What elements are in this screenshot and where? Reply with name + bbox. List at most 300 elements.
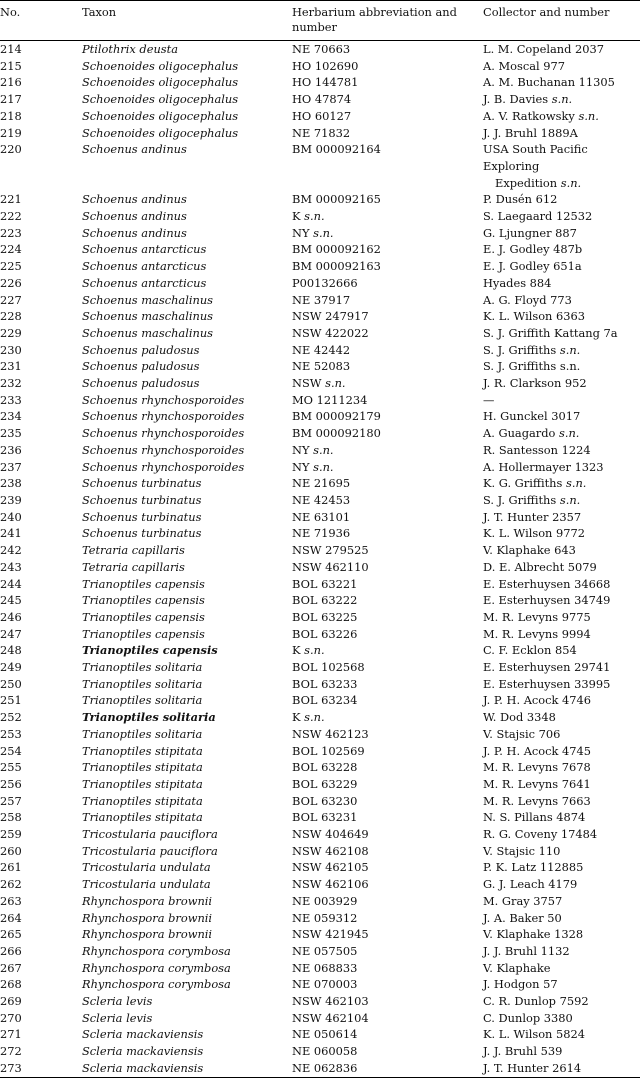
taxon-name: Trianoptiles solitaria <box>82 710 216 725</box>
herbarium-number: NE 068833 <box>292 960 358 975</box>
collector-name: M. R. Levyns 9994 <box>483 626 591 641</box>
cell-collector <box>483 1043 640 1060</box>
table-row <box>0 1043 640 1060</box>
table-row <box>0 58 640 75</box>
header-row <box>0 1 640 41</box>
herbarium-number: BOL 63221 <box>292 576 358 591</box>
cell-collector <box>483 876 640 893</box>
cell-taxon <box>82 910 292 927</box>
herbarium-number: K <box>292 710 305 725</box>
cell-herbarium <box>292 425 483 442</box>
cell-collector <box>483 108 640 125</box>
cell-collector <box>483 208 640 225</box>
collector-sn: s.n. <box>566 476 587 491</box>
table-row <box>0 1060 640 1077</box>
cell-collector <box>483 358 640 375</box>
collector-name: J. Hodgon 57 <box>483 977 558 992</box>
cell-no: 224 <box>0 242 22 257</box>
cell-collector <box>483 392 640 409</box>
taxon-name: Schoenus turbinatus <box>82 526 202 541</box>
table-row <box>0 308 640 325</box>
cell-herbarium <box>292 576 483 593</box>
cell-herbarium <box>292 926 483 943</box>
cell-taxon <box>82 592 292 609</box>
table-row <box>0 926 640 943</box>
collector-name: S. J. Griffith Kattang 7a <box>483 325 618 340</box>
cell-herbarium <box>292 592 483 609</box>
cell-taxon <box>82 960 292 977</box>
cell-collector <box>483 793 640 810</box>
collector-name: S. J. Griffiths s.n. <box>483 359 581 374</box>
cell-herbarium <box>292 342 483 359</box>
table-row <box>0 876 640 893</box>
herbarium-number: BOL 102569 <box>292 743 365 758</box>
taxon-name: Schoenus paludosus <box>82 342 200 357</box>
cell-herbarium <box>292 125 483 142</box>
taxon-name: Rhynchospora corymbosa <box>82 943 231 958</box>
table-row <box>0 726 640 743</box>
cell-herbarium <box>292 843 483 860</box>
taxon-name: Trianoptiles stipitata <box>82 743 203 758</box>
cell-collector <box>483 459 640 476</box>
cell-taxon <box>82 676 292 693</box>
herbarium-sn: s.n. <box>313 442 334 457</box>
herbarium-number: NE 52083 <box>292 359 351 374</box>
herbarium-number: K <box>292 209 305 224</box>
cell-taxon <box>82 241 292 258</box>
herbarium-number: BOL 63228 <box>292 760 358 775</box>
cell-collector <box>483 325 640 342</box>
table-row <box>0 375 640 392</box>
herbarium-number: BM 000092162 <box>292 242 381 257</box>
cell-collector <box>483 292 640 309</box>
herbarium-number: NE 070003 <box>292 977 358 992</box>
cell-herbarium <box>292 325 483 342</box>
cell-taxon <box>82 408 292 425</box>
cell-taxon <box>82 943 292 960</box>
table-row <box>0 893 640 910</box>
cell-taxon <box>82 726 292 743</box>
taxon-name: Schoenus rhynchosporoides <box>82 459 245 474</box>
herbarium-number: NSW 462106 <box>292 877 369 892</box>
cell-no: 272 <box>0 1044 22 1059</box>
cell-no: 263 <box>0 893 22 908</box>
cell-no: 243 <box>0 559 22 574</box>
collector-name: E. J. Godley 487b <box>483 242 583 257</box>
cell-collector <box>483 408 640 425</box>
table-row <box>0 592 640 609</box>
taxon-name: Scleria mackaviensis <box>82 1044 204 1059</box>
cell-no: 271 <box>0 1027 22 1042</box>
cell-taxon <box>82 141 292 191</box>
collector-name: C. Dunlop 3380 <box>483 1010 573 1025</box>
taxon-name: Schoenus antarcticus <box>82 275 207 290</box>
table-row <box>0 442 640 459</box>
cell-collector <box>483 893 640 910</box>
cell-herbarium <box>292 692 483 709</box>
cell-collector <box>483 91 640 108</box>
cell-taxon <box>82 58 292 75</box>
cell-collector <box>483 559 640 576</box>
taxon-name: Trianoptiles stipitata <box>82 793 203 808</box>
table-row <box>0 743 640 760</box>
taxon-name: Schoenus rhynchosporoides <box>82 392 245 407</box>
cell-no: 256 <box>0 776 22 791</box>
cell-taxon <box>82 926 292 943</box>
cell-no: 238 <box>0 476 22 491</box>
cell-no: 229 <box>0 325 22 340</box>
cell-collector <box>483 375 640 392</box>
cell-herbarium <box>292 542 483 559</box>
taxon-name: Scleria levis <box>82 994 153 1009</box>
collector-name: A. M. Buchanan 11305 <box>483 75 615 90</box>
collector-sn: s.n. <box>578 108 599 123</box>
collector-name: H. Gunckel 3017 <box>483 409 581 424</box>
herbarium-number: NY <box>292 459 314 474</box>
cell-no: 258 <box>0 810 22 825</box>
collector-name: K. G. Griffiths <box>483 476 566 491</box>
cell-taxon <box>82 609 292 626</box>
taxon-name: Schoenoides oligocephalus <box>82 75 239 90</box>
herbarium-number: NE 060058 <box>292 1044 358 1059</box>
table-body <box>0 41 640 1078</box>
cell-herbarium <box>292 993 483 1010</box>
cell-no: 244 <box>0 576 22 591</box>
taxon-name: Tetraria capillaris <box>82 559 185 574</box>
cell-no: 255 <box>0 760 22 775</box>
herbarium-number: NE 057505 <box>292 943 358 958</box>
cell-herbarium <box>292 292 483 309</box>
cell-taxon <box>82 525 292 542</box>
cell-taxon <box>82 843 292 860</box>
cell-collector <box>483 1010 640 1027</box>
table-row <box>0 292 640 309</box>
collector-name: J. T. Hunter 2614 <box>483 1060 582 1075</box>
cell-taxon <box>82 292 292 309</box>
taxon-name: Trianoptiles solitaria <box>82 693 203 708</box>
taxon-name: Schoenus andinus <box>82 225 187 240</box>
cell-no: 247 <box>0 626 22 641</box>
cell-collector <box>483 525 640 542</box>
cell-taxon <box>82 1043 292 1060</box>
cell-herbarium <box>292 876 483 893</box>
cell-collector <box>483 960 640 977</box>
cell-collector <box>483 809 640 826</box>
cell-herbarium <box>292 709 483 726</box>
cell-no: 216 <box>0 75 22 90</box>
cell-collector <box>483 826 640 843</box>
taxon-name: Schoenus rhynchosporoides <box>82 442 245 457</box>
collector-name: A. Moscal 977 <box>483 58 566 73</box>
cell-taxon <box>82 125 292 142</box>
herbarium-number: NSW 279525 <box>292 543 369 558</box>
table-row <box>0 626 640 643</box>
taxon-name: Rhynchospora corymbosa <box>82 977 231 992</box>
collector-name: A. Hollermayer 1323 <box>483 459 604 474</box>
cell-taxon <box>82 1060 292 1077</box>
collector-name: N. S. Pillans 4874 <box>483 810 586 825</box>
cell-taxon <box>82 1026 292 1043</box>
herbarium-number: NE 63101 <box>292 509 351 524</box>
taxon-name: Trianoptiles capensis <box>82 576 205 591</box>
cell-herbarium <box>292 141 483 191</box>
herbarium-number: BM 000092165 <box>292 192 381 207</box>
header-herbarium: Herbarium abbreviation and number <box>292 1 483 41</box>
collector-name: J. P. H. Acock 4745 <box>483 743 592 758</box>
table-row <box>0 692 640 709</box>
cell-herbarium <box>292 408 483 425</box>
cell-collector <box>483 492 640 509</box>
collector-name: S. J. Griffiths <box>483 342 560 357</box>
cell-collector <box>483 609 640 626</box>
cell-taxon <box>82 993 292 1010</box>
cell-taxon <box>82 74 292 91</box>
collector-name: J. R. Clarkson 952 <box>483 376 587 391</box>
cell-taxon <box>82 459 292 476</box>
herbarium-number: MO 1211234 <box>292 392 368 407</box>
cell-taxon <box>82 41 292 58</box>
cell-herbarium <box>292 609 483 626</box>
table-row <box>0 859 640 876</box>
cell-collector <box>483 275 640 292</box>
herbarium-number: NE 71832 <box>292 125 351 140</box>
collector-name: S. J. Griffiths <box>483 492 560 507</box>
cell-herbarium <box>292 525 483 542</box>
table-row <box>0 325 640 342</box>
herbarium-sn: s.n. <box>304 643 325 658</box>
collector-name: V. Stajsic 110 <box>483 843 561 858</box>
table-row <box>0 258 640 275</box>
taxon-name: Trianoptiles capensis <box>82 593 205 608</box>
collector-name: — <box>483 392 495 407</box>
cell-herbarium <box>292 191 483 208</box>
herbarium-number: NE 71936 <box>292 526 351 541</box>
taxon-name: Trianoptiles stipitata <box>82 810 203 825</box>
herbarium-number: HO 60127 <box>292 108 352 123</box>
taxon-name: Schoenus maschalinus <box>82 292 214 307</box>
taxon-name: Trianoptiles solitaria <box>82 726 203 741</box>
cell-taxon <box>82 809 292 826</box>
cell-no: 265 <box>0 927 22 942</box>
collector-sn: s.n. <box>551 92 573 107</box>
taxon-name: Schoenus antarcticus <box>82 259 207 274</box>
collector-name: M. R. Levyns 7663 <box>483 793 591 808</box>
table-row <box>0 960 640 977</box>
table-row <box>0 108 640 125</box>
collector-name: J. T. Hunter 2357 <box>483 509 582 524</box>
herbarium-number: NE 062836 <box>292 1060 358 1075</box>
cell-collector <box>483 926 640 943</box>
cell-herbarium <box>292 960 483 977</box>
cell-herbarium <box>292 41 483 58</box>
cell-herbarium <box>292 659 483 676</box>
cell-taxon <box>82 743 292 760</box>
taxon-name: Ptilothrix deusta <box>82 42 179 56</box>
cell-taxon <box>82 308 292 325</box>
collector-name: J. B. Davies <box>483 92 552 107</box>
cell-collector <box>483 141 640 191</box>
cell-collector <box>483 241 640 258</box>
herbarium-number: NSW 422022 <box>292 325 369 340</box>
table-row <box>0 1010 640 1027</box>
cell-no: 251 <box>0 693 22 708</box>
herbarium-number: BM 000092163 <box>292 259 381 274</box>
taxon-name: Trianoptiles capensis <box>82 643 218 658</box>
herbarium-number: NE 050614 <box>292 1027 358 1042</box>
cell-herbarium <box>292 910 483 927</box>
cell-taxon <box>82 542 292 559</box>
taxon-name: Schoenus rhynchosporoides <box>82 409 245 424</box>
collector-name: J. J. Bruhl 539 <box>483 1044 563 1059</box>
table-row <box>0 809 640 826</box>
cell-no: 245 <box>0 593 22 608</box>
cell-collector <box>483 910 640 927</box>
cell-collector <box>483 843 640 860</box>
taxon-name: Trianoptiles stipitata <box>82 760 203 775</box>
cell-collector <box>483 592 640 609</box>
taxon-name: Scleria levis <box>82 1010 153 1025</box>
table-row <box>0 793 640 810</box>
cell-herbarium <box>292 776 483 793</box>
taxon-name: Schoenus andinus <box>82 192 187 207</box>
cell-no: 234 <box>0 409 22 424</box>
collector-name: J. P. H. Acock 4746 <box>483 693 592 708</box>
cell-herbarium <box>292 559 483 576</box>
taxon-name: Schoenoides oligocephalus <box>82 125 239 140</box>
herbarium-sn: s.n. <box>313 459 334 474</box>
cell-herbarium <box>292 475 483 492</box>
cell-collector <box>483 74 640 91</box>
collector-name: K. L. Wilson 6363 <box>483 309 585 324</box>
cell-no: 226 <box>0 275 22 290</box>
cell-taxon <box>82 509 292 526</box>
collector-name: A. Guagardo <box>483 426 559 441</box>
table-row <box>0 91 640 108</box>
cell-herbarium <box>292 726 483 743</box>
cell-no: 264 <box>0 910 22 925</box>
table-row <box>0 1026 640 1043</box>
collector-name: L. M. Copeland 2037 <box>483 42 604 56</box>
collector-name: S. Laegaard 12532 <box>483 209 593 224</box>
cell-herbarium <box>292 509 483 526</box>
cell-no: 242 <box>0 543 22 558</box>
taxon-name: Scleria mackaviensis <box>82 1060 204 1075</box>
taxon-name: Tricostularia pauciflora <box>82 827 218 842</box>
cell-herbarium <box>292 1010 483 1027</box>
cell-no: 259 <box>0 827 22 842</box>
herbarium-number: BOL 63233 <box>292 676 358 691</box>
cell-herbarium <box>292 859 483 876</box>
table-row <box>0 74 640 91</box>
herbarium-number: HO 47874 <box>292 92 352 107</box>
herbarium-number: P00132666 <box>292 275 358 290</box>
cell-no: 236 <box>0 442 22 457</box>
collector-name: P. K. Latz 112885 <box>483 860 584 875</box>
table-row <box>0 759 640 776</box>
herbarium-number: BM 000092179 <box>292 409 381 424</box>
cell-no: 257 <box>0 793 22 808</box>
collector-name: A. V. Ratkowsky <box>483 108 579 123</box>
cell-taxon <box>82 659 292 676</box>
collector-line2-sn: s.n. <box>560 175 582 190</box>
cell-herbarium <box>292 1026 483 1043</box>
cell-collector <box>483 542 640 559</box>
cell-collector <box>483 576 640 593</box>
herbarium-number: NSW 462105 <box>292 860 369 875</box>
herbarium-number: BOL 63229 <box>292 776 358 791</box>
taxon-name: Schoenus paludosus <box>82 376 200 391</box>
collector-name: E. Esterhuysen 34668 <box>483 576 611 591</box>
collector-name: K. L. Wilson 5824 <box>483 1027 585 1042</box>
herbarium-number: NE 42453 <box>292 492 351 507</box>
herbarium-number: NY <box>292 225 314 240</box>
table-row <box>0 191 640 208</box>
cell-no: 250 <box>0 676 22 691</box>
collector-name: R. G. Coveny 17484 <box>483 827 598 842</box>
taxon-name: Schoenus paludosus <box>82 359 200 374</box>
cell-collector <box>483 743 640 760</box>
cell-herbarium <box>292 626 483 643</box>
cell-herbarium <box>292 943 483 960</box>
table-row <box>0 642 640 659</box>
cell-no: 223 <box>0 225 22 240</box>
cell-collector <box>483 692 640 709</box>
table-row <box>0 408 640 425</box>
herbarium-number: NSW 462104 <box>292 1010 369 1025</box>
cell-no: 273 <box>0 1060 82 1077</box>
collector-name: R. Santesson 1224 <box>483 442 591 457</box>
header-no: No. <box>0 1 82 41</box>
cell-herbarium <box>292 793 483 810</box>
cell-no: 241 <box>0 526 22 541</box>
collector-name: P. Dusén 612 <box>483 192 558 207</box>
cell-no: 232 <box>0 376 22 391</box>
taxon-name: Trianoptiles solitaria <box>82 676 203 691</box>
taxon-name: Schoenus andinus <box>82 209 187 224</box>
collector-name: V. Klaphake <box>483 960 551 975</box>
table-row <box>0 559 640 576</box>
collector-name: E. Esterhuysen 34749 <box>483 593 611 608</box>
cell-collector <box>483 342 640 359</box>
cell-taxon <box>82 425 292 442</box>
taxon-name: Schoenus maschalinus <box>82 325 214 340</box>
cell-collector <box>483 976 640 993</box>
cell-no: 240 <box>0 509 22 524</box>
cell-no: 215 <box>0 58 22 73</box>
cell-taxon <box>82 208 292 225</box>
cell-no: 262 <box>0 877 22 892</box>
herbarium-number: NE 21695 <box>292 476 351 491</box>
table-row <box>0 459 640 476</box>
cell-herbarium <box>292 392 483 409</box>
taxon-name: Schoenus rhynchosporoides <box>82 426 245 441</box>
cell-taxon <box>82 642 292 659</box>
herbarium-number: NSW 462103 <box>292 994 369 1009</box>
herbarium-number: BM 000092180 <box>292 426 381 441</box>
herbarium-number: BOL 63230 <box>292 793 358 808</box>
cell-no: 233 <box>0 392 22 407</box>
herbarium-number: HO 144781 <box>292 75 359 90</box>
cell-collector <box>483 125 640 142</box>
cell-herbarium <box>292 743 483 760</box>
header-collector: Collector and number <box>483 1 640 41</box>
taxon-name: Schoenus turbinatus <box>82 492 202 507</box>
cell-no: 214 <box>0 42 22 56</box>
cell-herbarium <box>292 358 483 375</box>
cell-no: 228 <box>0 309 22 324</box>
table-row <box>0 993 640 1010</box>
cell-taxon <box>82 258 292 275</box>
